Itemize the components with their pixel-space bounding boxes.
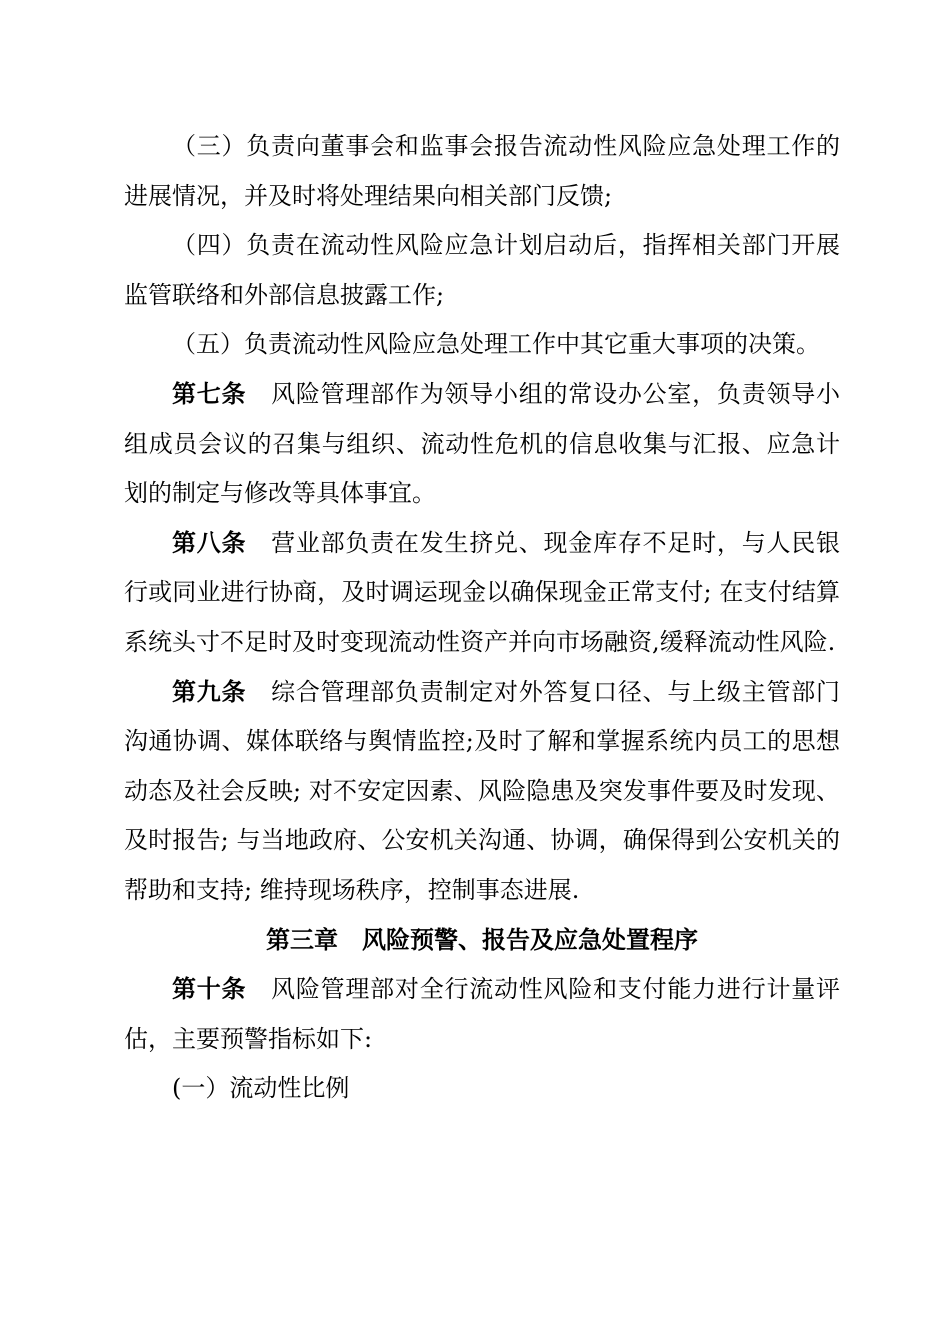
chapter-3-title: 风险预警、报告及应急处置程序 [362,925,698,954]
article-8-body: 营业部负责在发生挤兑、现金库存不足时，与人民银行或同业进行协商，及时调运现金以确保现金正常支付; 在支付结算系统头寸不足时及时变现流动性资产并向市场融资,缓释流动性风险. [124,528,841,656]
paragraph-item-5: （五）负责流动性风险应急处理工作中其它重大事项的决策。 [172,330,820,359]
article-9-title: 第九条 [172,677,247,706]
article-10-body: 风险管理部对全行流动性风险和支付能力进行计量评估，主要预警指标如下: [124,975,841,1053]
paragraph-item-3: （三）负责向董事会和监事会报告流动性风险应急处理工作的进展情况，并及时将处理结果向相关部门反馈; [124,132,840,210]
article-7-body: 风险管理部作为领导小组的常设办公室，负责领导小组成员会议的召集与组织、流动性危机的信息收集与汇报、应急计划的制定与修改等具体事宜。 [124,379,841,508]
document-page [124,122,840,1114]
list-item-1: (一）流动性比例 [172,1074,350,1103]
article-8-title: 第八条 [172,528,247,557]
article-8 [124,519,840,668]
paragraph-item-4: （四）负责在流动性风险应急计划启动后，指挥相关部门开展监管联络和外部信息披露工作; [124,231,840,309]
article-10 [124,965,840,1064]
article-7 [124,370,840,519]
article-7-title: 第七条 [172,379,247,408]
article-9 [124,668,840,916]
article-10-title: 第十条 [172,975,247,1004]
chapter-3-number: 第三章 [266,925,338,954]
article-9-body: 综合管理部负责制定对外答复口径、与上级主管部门沟通协调、媒体联络与舆情监控;及时了解和掌握系统内员工的思想动态及社会反映; 对不安定因素、风险隐患及突发事件要及时发现、及时报告; 与当地政府、公安机关沟通、协调，确保得到公安机关的帮助和支持; 维持现场秩序，控制事态进展. [124,677,841,904]
chapter-3-heading [124,916,840,966]
